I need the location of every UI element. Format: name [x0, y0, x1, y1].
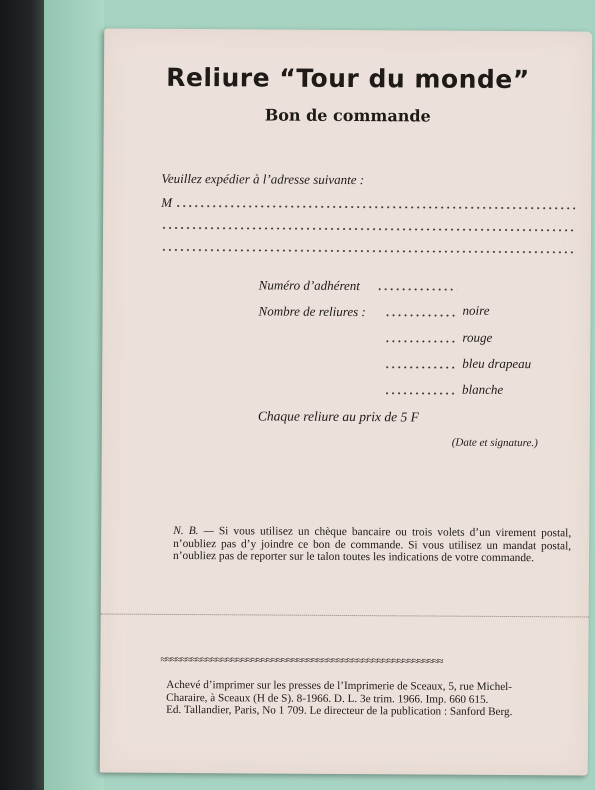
colophon: [166, 679, 570, 719]
colophon-line-3: Ed. Tallandier, Paris, No 1 709. Le directeur de la publication : Sanford Berg.: [166, 703, 513, 719]
address-prompt: Veuillez expédier à l’adresse suivante :: [161, 170, 365, 188]
date-signature-label: (Date et signature.): [451, 436, 538, 450]
address-line-1[interactable]: [175, 205, 575, 209]
note-lead: N. B. —: [173, 524, 214, 538]
page-title: Reliure “Tour du monde”: [166, 62, 530, 95]
ornament-row: ≈≈≈≈≈≈≈≈≈≈≈≈≈≈≈≈≈≈≈≈≈≈≈≈≈≈≈≈≈≈≈≈≈≈≈≈≈≈≈≈≈≈≈≈≈≈≈≈≈≈≈≈≈≈≈≈: [160, 653, 443, 668]
color-option-noire: noire: [462, 302, 490, 318]
colophon-line-2: Charaire, à Sceaux (H de S). 8-1966. D. L. 3e trim. 1966. Imp. 660 615.: [166, 691, 489, 706]
bindings-count-label: Nombre de reliures :: [258, 303, 366, 320]
color-option-blanche: blanche: [462, 381, 504, 397]
quantity-field-noire[interactable]: [385, 314, 457, 316]
color-option-bleu-drapeau: bleu drapeau: [462, 355, 532, 372]
address-prefix: M: [161, 194, 173, 210]
cut-line: [101, 614, 589, 618]
decorative-border: [160, 654, 566, 668]
color-option-rouge: rouge: [462, 329, 493, 345]
book-spine-shadow: [0, 0, 44, 790]
order-form-page: [100, 29, 593, 776]
note-paragraph: [173, 525, 571, 565]
member-number-label: Numéro d’adhérent: [258, 277, 360, 294]
quantity-field-rouge[interactable]: [384, 340, 456, 342]
note-text: Si vous utilisez un chèque bancaire ou trois volets d’un virement postal, n’oubliez pas d’y joindre ce bon de commande. Si vous utilisez un mandat postal, n’oubliez pas de reporter sur le talon toutes les indications de votre commande.: [173, 525, 572, 565]
background-surface: [44, 0, 104, 790]
address-line-2[interactable]: [161, 227, 575, 232]
colophon-line-1: Achevé d’imprimer sur les presses de l’Imprimerie de Sceaux, 5, rue Michel-: [166, 678, 513, 694]
address-line-3[interactable]: [161, 249, 575, 254]
quantity-field-blanche[interactable]: [384, 392, 456, 394]
member-number-field[interactable]: [377, 288, 457, 290]
quantity-field-bleu[interactable]: [384, 366, 456, 368]
page-subtitle: Bon de commande: [264, 105, 431, 126]
price-text: Chaque reliure au prix de 5 F: [257, 408, 419, 425]
